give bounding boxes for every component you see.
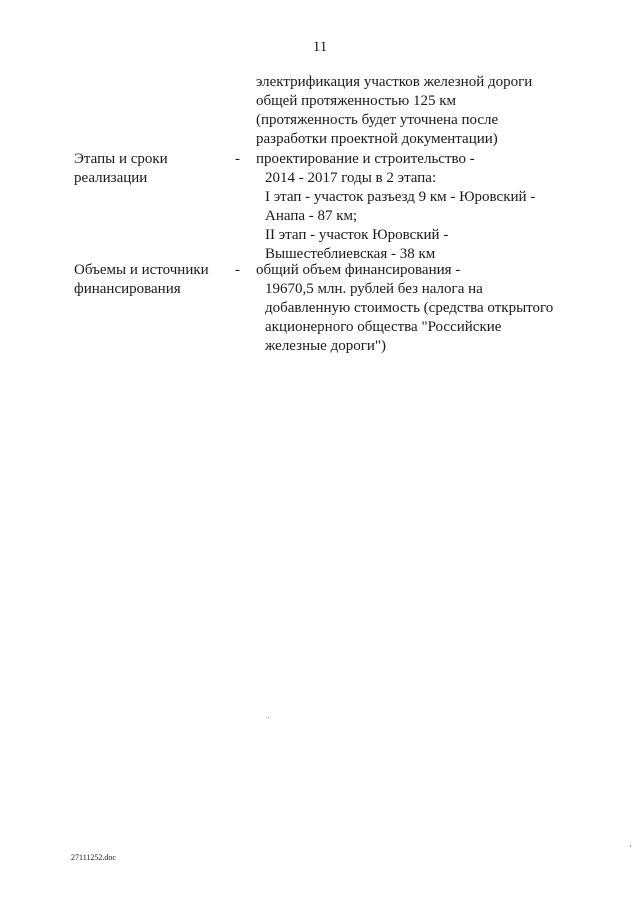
- row-dash: -: [235, 262, 240, 278]
- row-value-line: Вышестеблиевская - 38 км: [265, 246, 436, 262]
- row-label: [74, 261, 234, 299]
- row-value-line: железные дороги"): [265, 338, 387, 354]
- row-value-line: II этап - участок Юровский -: [265, 227, 449, 243]
- row-value-line: 19670,5 млн. рублей без налога на: [265, 281, 483, 297]
- lead-line: (протяженность будет уточнена после: [256, 112, 499, 128]
- scan-speck: [630, 845, 631, 847]
- document-file-code: 27111252.doc: [71, 853, 116, 862]
- page-number: 11: [312, 39, 328, 55]
- lead-line: разработки проектной документации): [256, 131, 498, 147]
- row-label: [74, 150, 234, 188]
- row-value-line: акционерного общества "Российские: [265, 319, 502, 335]
- row-value-line: 2014 - 2017 годы в 2 этапа:: [265, 170, 437, 186]
- row-label-line: реализации: [74, 170, 148, 186]
- row-value-line: общий объем финансирования -: [256, 262, 461, 278]
- row-value-line: Анапа - 87 км;: [265, 208, 358, 224]
- row-value-line: проектирование и строительство -: [256, 151, 475, 167]
- row-label-line: финансирования: [74, 281, 181, 297]
- row-value-line: I этап - участок разъезд 9 км - Юровский -: [265, 189, 536, 205]
- row-value: [256, 261, 576, 356]
- row-value-line: добавленную стоимость (средства открытого: [265, 300, 554, 316]
- row-label-line: Объемы и источники: [74, 262, 209, 278]
- row-dash: -: [235, 151, 240, 167]
- scan-speck: [268, 717, 269, 718]
- lead-paragraph: [256, 73, 576, 149]
- row-label-line: Этапы и сроки: [74, 151, 168, 167]
- row-value: [256, 150, 576, 264]
- lead-line: электрификация участков железной дороги: [256, 74, 533, 90]
- lead-line: общей протяженностью 125 км: [256, 93, 456, 109]
